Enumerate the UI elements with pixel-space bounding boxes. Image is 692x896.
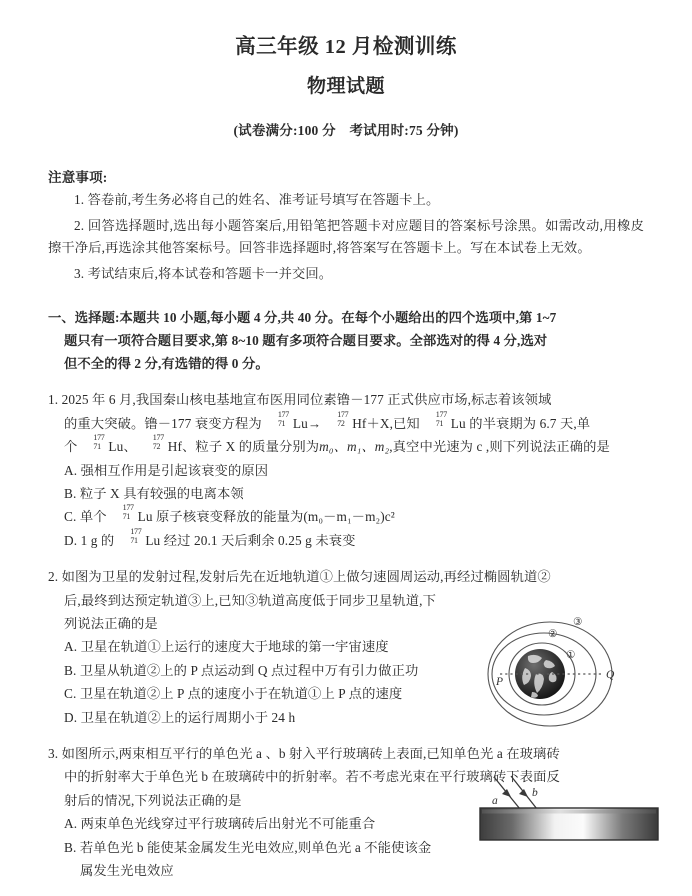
orbit-3-label: ③ xyxy=(573,617,583,628)
ray-b-label: b xyxy=(532,787,538,799)
question-1-option-b[interactable]: B. 粒子 X 具有较强的电离本领 xyxy=(64,486,244,502)
question-1-option-d[interactable]: D. 1 g 的 177 71 Lu 经过 20.1 天后剩余 0.25 g 未衰变 xyxy=(48,529,644,552)
section-heading-line-2: 题只有一项符合题目要求,第 8~10 题有多项符合题目要求。全部选对的得 4 分,选对 xyxy=(64,333,548,349)
point-q-label: Q xyxy=(606,669,615,681)
question-1 xyxy=(48,388,644,552)
question-1-stem-line-3b: Hf、粒子 X 的质量分别为 xyxy=(167,439,320,455)
nuclide-hf-177-icon: 177 72 xyxy=(337,409,349,428)
question-3-stem-line-1: 如图所示,两束相互平行的单色光 a 、b 射入平行玻璃砖上表面,已知单色光 a 在玻璃砖 xyxy=(61,745,560,761)
question-1-options xyxy=(48,459,644,553)
question-1-option-a[interactable]: A. 强相互作用是引起该衰变的原因 xyxy=(64,462,269,478)
question-2-number: 2. xyxy=(48,569,59,585)
question-1-stem-line-1: 2025 年 6 月,我国秦山核电基地宣布医用同位素镥－177 正式供应市场,标志着该领域 xyxy=(61,392,552,408)
notice-item-3: 3. 考试结束后,将本试卷和答题卡一并交回。 xyxy=(74,266,333,282)
question-3-number: 3. xyxy=(48,745,59,761)
question-2-option-c[interactable]: C. 卫星在轨道②上 P 点的速度小于在轨道①上 P 点的速度 xyxy=(64,686,403,702)
question-2-stem-line-2: 后,最终到达预定轨道③上,已知③轨道高度低于同步卫星轨道,下 xyxy=(64,592,436,608)
question-2-stem-line-1: 如图为卫星的发射过程,发射后先在近地轨道①上做匀速圆周运动,再经过椭圆轨道② xyxy=(61,569,551,585)
nuclide-hf-177-icon-2: 177 72 xyxy=(152,433,164,452)
glass-brick-diagram xyxy=(476,772,662,854)
nuclide-lu-177-icon-4: 177 71 xyxy=(122,503,134,522)
question-1-number: 1. xyxy=(48,392,59,408)
question-1-stem-line-3c: ,真空中光速为 c ,则下列说法正确的是 xyxy=(389,439,610,455)
question-2-option-a[interactable]: A. 卫星在轨道①上运行的速度大于地球的第一宇宙速度 xyxy=(64,639,389,655)
page-subtitle: 物理试题 xyxy=(306,75,385,97)
nuclide-lu-177-icon-3: 177 71 Lu xyxy=(93,433,124,455)
section-heading-line-1: 一、选择题:本题共 10 小题,每小题 4 分,共 40 分。在每个小题给出的四个选项中,第 1~7 xyxy=(48,310,557,326)
question-1-stem-line-2a: 的重大突破。镥－177 衰变方程为 xyxy=(64,415,262,431)
notice-item-1: 1. 答卷前,考生务必将自己的姓名、准考证号填写在答题卡上。 xyxy=(74,191,440,207)
point-p-label: P xyxy=(496,676,504,688)
nuclide-lu-177-icon: 177 71 Lu xyxy=(277,409,308,431)
nuclide-lu-177-icon-2: 177 71 xyxy=(435,409,447,428)
notice-block xyxy=(48,166,644,286)
notice-heading: 注意事项: xyxy=(48,169,108,185)
question-3-option-a[interactable]: A. 两束单色光线穿过平行玻璃砖后出射光不可能重合 xyxy=(64,816,376,832)
ray-arrowheads-icon xyxy=(502,789,528,797)
question-3-stem-line-2: 中的折射率大于单色光 b 在玻璃砖中的折射率。若不考虑光束在平行玻璃砖下表面反 xyxy=(64,769,560,785)
question-2-stem-line-3: 列说法正确的是 xyxy=(64,616,158,631)
question-2-option-d[interactable]: D. 卫星在轨道②上的运行周期小于 24 h xyxy=(64,709,296,725)
question-1-option-c[interactable]: C. 单个 177 71 Lu 原子核衰变释放的能量为(m₀－m₁－m₂)c² xyxy=(48,505,644,528)
question-3-stem-line-3: 射后的情况,下列说法正确的是 xyxy=(64,792,242,808)
section-heading-line-3: 但不全的得 2 分,有选错的得 0 分。 xyxy=(64,356,269,372)
question-1-stem-line-2c: Lu 的半衰期为 6.7 天,单 xyxy=(450,415,591,431)
question-1-masses: m₀、m₁、m₂ xyxy=(319,439,390,455)
exam-meta: (试卷满分:100 分 考试用时:75 分钟) xyxy=(233,122,459,138)
question-1-stem: 1. 2025 年 6 月,我国秦山核电基地宣布医用同位素镥－177 正式供应市场,标志着该领域 的重大突破。镥－177 衰变方程为 177 71 Lu→ 177 72 Hf＋X,已知 177 71 Lu 的半衰期为 6.7 天,单 个 177 71 Lu、 177 72 Hf、粒子 X 的质量分别为m₀、m₁、m₂,真空中光速为 c ,则下列说法正确的是 xyxy=(48,388,644,458)
orbit-2-label: ② xyxy=(548,629,558,640)
section-heading-choice xyxy=(48,306,644,375)
question-3-option-b[interactable]: B. 若单色光 b 能使某金属发生光电效应,则单色光 a 不能使该金 属发生光电效应 xyxy=(64,839,432,878)
incident-rays-group xyxy=(494,776,537,809)
satellite-orbit-diagram xyxy=(472,612,662,730)
nuclide-lu-177-icon-5: 177 71 xyxy=(130,526,142,545)
ray-a-label: a xyxy=(492,795,498,807)
orbit-1-label: ① xyxy=(566,650,576,661)
question-2-option-b[interactable]: B. 卫星从轨道②上的 P 点运动到 Q 点过程中万有引力做正功 xyxy=(64,662,419,678)
question-1-stem-line-3a: 个 xyxy=(64,439,78,455)
notice-item-2: 2. 回答选择题时,选出每小题答案后,用铅笔把答题卡对应题目的答案标号涂黑。如需改动,用橡皮擦干净后,再选涂其他答案标号。回答非选择题时,将答案写在答题卡上。写在本试卷上无效。 xyxy=(48,217,644,256)
question-1-stem-line-2b: Hf＋X,已知 xyxy=(352,415,420,431)
page-title: 高三年级 12 月检测训练 xyxy=(235,36,457,58)
glass-brick-top-surface xyxy=(482,810,656,814)
